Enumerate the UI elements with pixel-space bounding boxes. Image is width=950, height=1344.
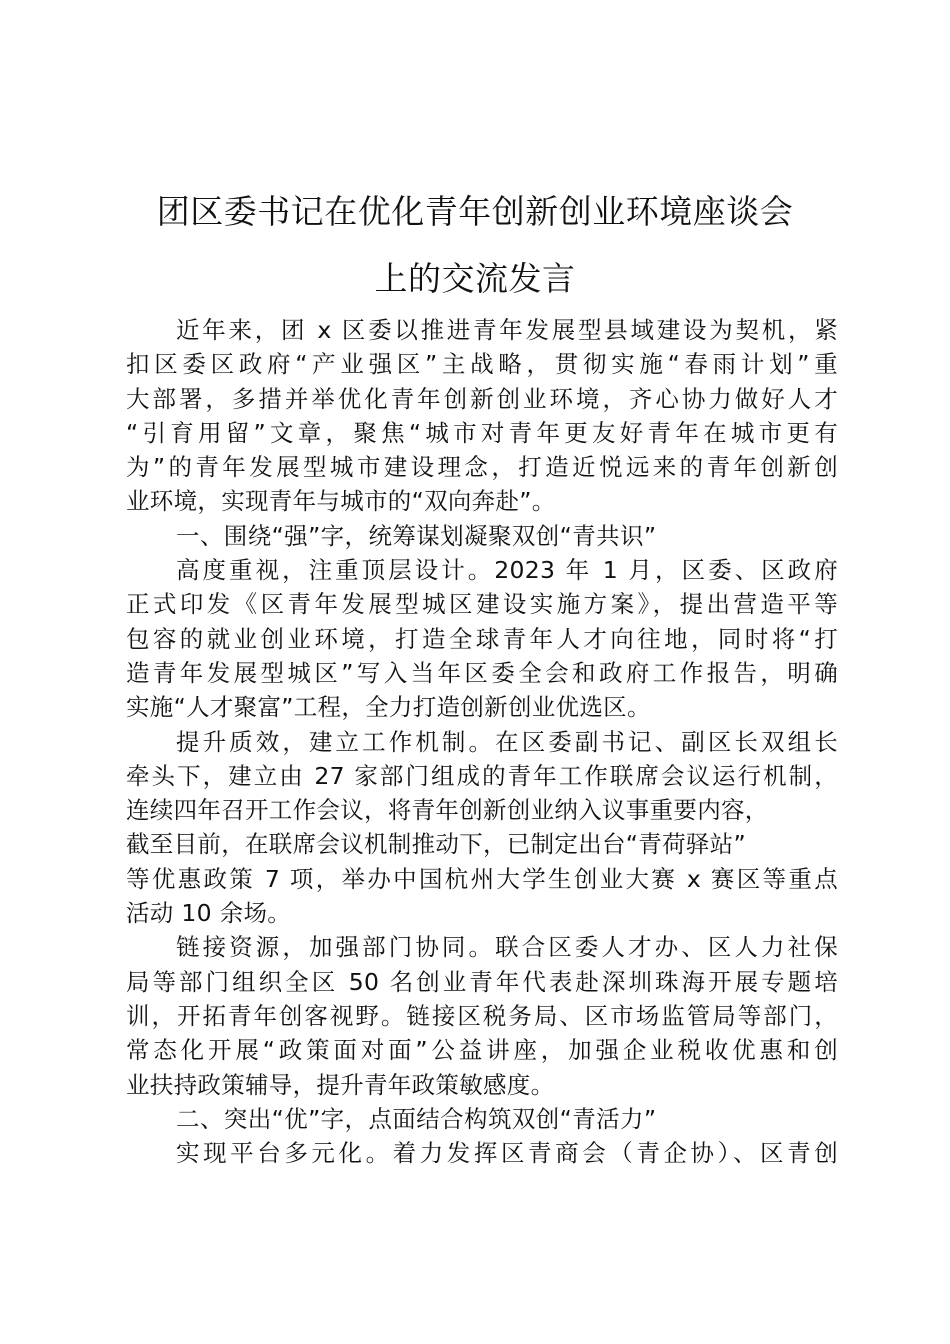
paragraph-line: 造青年发展型城区”写入当年区委全会和政府工作报告，明确: [126, 658, 838, 687]
paragraph-line: 业扶持政策辅导，提升青年政策敏感度。: [126, 1070, 555, 1099]
paragraph-line: 为”的青年发展型城市建设理念，打造近悦远来的青年创新创: [126, 453, 838, 482]
paragraph-line: 截至目前，在联席会议机制推动下，已制定出台“青荷驿站”: [126, 830, 746, 859]
paragraph-line: 链接资源，加强部门协同。联合区委人才办、区人力社保: [176, 933, 838, 962]
section-heading-line: 一、围绕“强”字，统筹谋划凝聚双创“青共识”: [176, 521, 657, 550]
paragraph-line: 提升质效，建立工作机制。在区委副书记、副区长双组长: [176, 727, 838, 756]
document-title-line-2: 上的交流发言: [374, 259, 576, 298]
paragraph-line: 连续四年召开工作会议，将青年创新创业纳入议事重要内容，: [126, 796, 769, 825]
paragraph-line: “引育用留”文章，聚焦“城市对青年更友好青年在城市更有: [126, 418, 838, 447]
paragraph-line: 训，开拓青年创客视野。链接区税务局、区市场监管局等部门，: [126, 1001, 838, 1030]
paragraph-line: 业环境，实现青年与城市的“双向奔赴”。: [126, 487, 556, 516]
paragraph-line: 正式印发《区青年发展型城区建设实施方案》，提出营造平等: [126, 590, 838, 619]
paragraph-line: 包容的就业创业环境，打造全球青年人才向往地，同时将“打: [126, 624, 838, 653]
paragraph-line: 近年来，团 x 区委以推进青年发展型县域建设为契机，紧: [176, 316, 838, 344]
paragraph-line: 等优惠政策 7 项，举办中国杭州大学生创业大赛 x 赛区等重点: [126, 864, 838, 893]
document-title-line-1: 团区委书记在优化青年创新创业环境座谈会: [156, 192, 794, 231]
paragraph-line: 扣区委区政府“产业强区”主战略，贯彻实施“春雨计划”重: [126, 350, 838, 379]
paragraph-line: 牵头下，建立由 27 家部门组成的青年工作联席会议运行机制，: [126, 761, 838, 790]
paragraph-line: 实施“人才聚富”工程，全力打造创新创业优选区。: [126, 693, 651, 722]
paragraph-line: 高度重视，注重顶层设计。2023 年 1 月，区委、区政府: [176, 556, 838, 585]
paragraph-line: 实现平台多元化。着力发挥区青商会（青企协）、区青创: [176, 1139, 838, 1168]
document-body: [126, 313, 838, 1170]
paragraph-line: 常态化开展“政策面对面”公益讲座，加强企业税收优惠和创: [126, 1036, 838, 1065]
section-heading-line: 二、突出“优”字，点面结合构筑双创“青活力”: [176, 1104, 657, 1133]
paragraph-line: 局等部门组织全区 50 名创业青年代表赴深圳珠海开展专题培: [126, 967, 838, 996]
paragraph-line: 大部署，多措并举优化青年创新创业环境，齐心协力做好人才: [126, 384, 838, 413]
paragraph-line: 活动 10 余场。: [126, 899, 292, 928]
